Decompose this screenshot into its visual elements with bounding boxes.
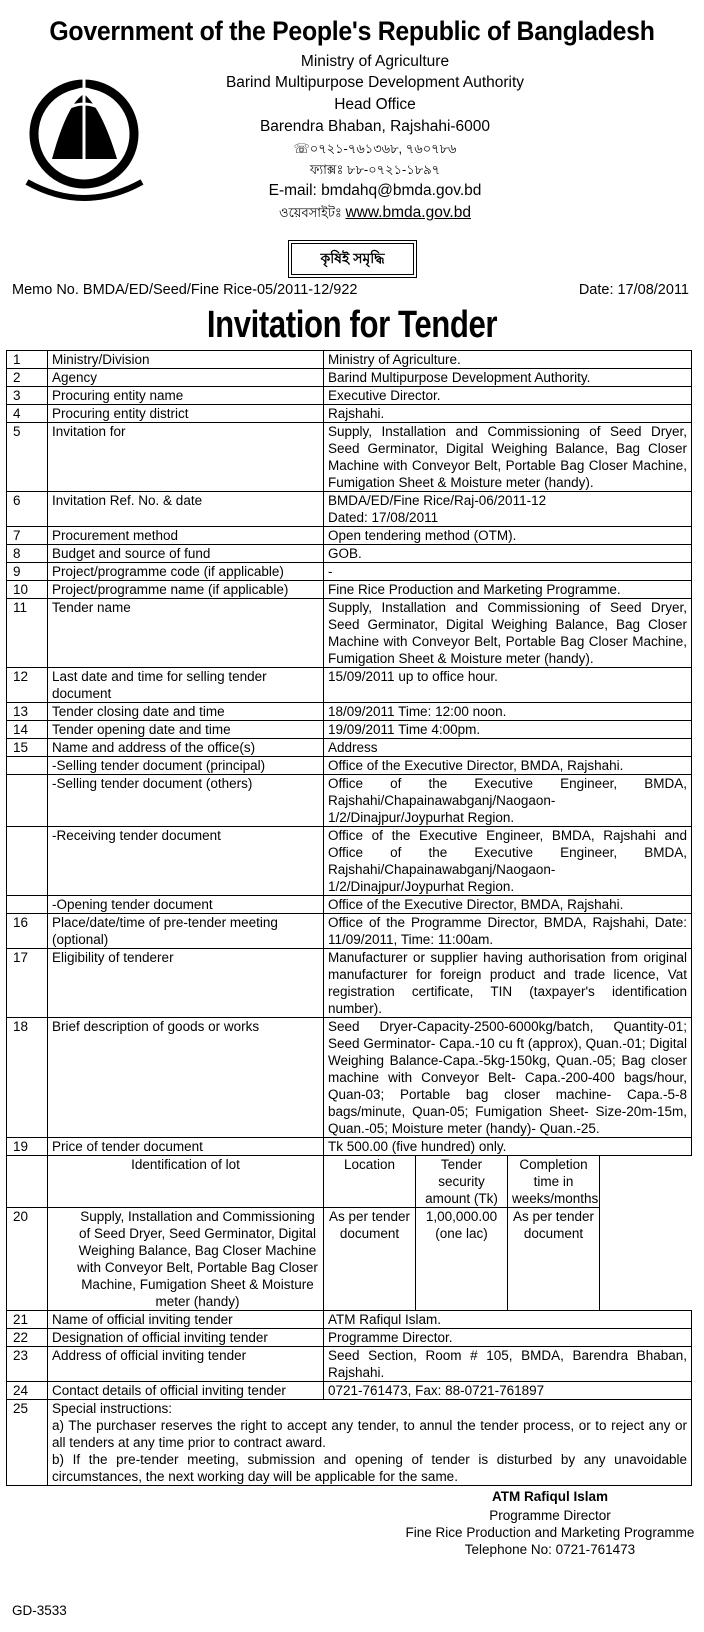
row-field: Ministry/Division [48, 351, 324, 369]
table-row [7, 405, 692, 423]
government-title: Government of the People's Republic of Bangladesh [49, 16, 655, 46]
lot-completion: As per tender document [508, 1208, 600, 1311]
row-value [324, 423, 692, 492]
row-field: Tender closing date and time [48, 703, 324, 721]
bmda-logo-icon [22, 64, 147, 204]
row-number: 21 [7, 1311, 48, 1329]
row-number: 5 [7, 423, 48, 492]
signatory-name: ATM Rafiqul Islam [491, 1489, 608, 1504]
table-row [7, 1138, 692, 1156]
row-field: Name of official inviting tender [48, 1311, 324, 1329]
table-row [7, 545, 692, 563]
row-value [324, 599, 692, 668]
row-value-text: Ministry of Agriculture. [328, 352, 461, 367]
row-value [324, 527, 692, 545]
row-value-text: Office of the Executive Engineer, BMDA, Rajshahi and Office of the Executive Engineer, BMDA, Rajshahi/Chapainawabganj/Naogaon-1/2/Dinajpur/Joypurhat Region. [328, 828, 687, 894]
memo-number: Memo No. BMDA/ED/Seed/Fine Rice-05/2011-12/922 [12, 282, 358, 298]
gd-number: GD-3533 [12, 1603, 67, 1618]
table-row [7, 369, 692, 387]
table-row [7, 668, 692, 703]
row-field: Price of tender document [48, 1138, 324, 1156]
lot-header-completion: Completion time in weeks/months [508, 1156, 600, 1208]
row-value-text: Fine Rice Production and Marketing Programme. [328, 582, 621, 597]
email-line: E-mail: bmdahq@bmda.gov.bd [268, 182, 482, 199]
special-instructions-row [7, 1400, 692, 1486]
table-row [7, 563, 692, 581]
row-number [7, 827, 48, 896]
special-b: b) If the pre-tender meeting, submission and opening of tender is disturbed by any unavoidable circumstances, the next working day will be applicable for the same. [52, 1452, 687, 1484]
row-value [324, 492, 692, 527]
row-number [7, 775, 48, 827]
row-number: 3 [7, 387, 48, 405]
row-number [7, 757, 48, 775]
row-number: 16 [7, 914, 48, 949]
row-value-text: BMDA/ED/Fine Rice/Raj-06/2011-12 [328, 493, 547, 508]
row-value [324, 703, 692, 721]
row-number: 9 [7, 563, 48, 581]
lot-security [416, 1208, 508, 1311]
row-field: Invitation for [48, 423, 324, 492]
row-field: Designation of official inviting tender [48, 1329, 324, 1347]
table-row [7, 949, 692, 1018]
row-value [324, 545, 692, 563]
row-number: 15 [7, 739, 48, 757]
table-row [7, 1347, 692, 1382]
signatory-designation: Programme Director [489, 1508, 611, 1523]
lot-security-text-1: 1,00,000.00 [425, 1209, 498, 1224]
website-label: ওয়েবসাইটঃ [279, 205, 346, 220]
table-row [7, 423, 692, 492]
office-line: Head Office [334, 96, 416, 113]
table-row [7, 827, 692, 896]
row-number: 19 [7, 1138, 48, 1156]
lot-header-identification: Identification of lot [48, 1156, 324, 1208]
row-value-text: Office of the Executive Director, BMDA, Rajshahi. [328, 897, 624, 912]
special-a: a) The purchaser reserves the right to accept any tender, to annul the tender process, or to reject any or all tenders at any time prior to contract award. [52, 1418, 687, 1450]
row-value [324, 563, 692, 581]
table-row [7, 739, 692, 757]
row-value-text: Office of the Executive Director, BMDA, Rajshahi. [328, 758, 624, 773]
row-value-text: Executive Director. [328, 388, 441, 403]
lot-header-location: Location [324, 1156, 416, 1208]
website-link[interactable]: www.bmda.gov.bd [345, 204, 471, 221]
tender-table [6, 350, 692, 1486]
row-value [324, 914, 692, 949]
row-number: 8 [7, 545, 48, 563]
row-value-text: Manufacturer or supplier having authorisation from original manufacturer for foreign product and trade licence, Vat registration certificate, TIN (taxpayer's identification number). [328, 950, 687, 1016]
row-number: 4 [7, 405, 48, 423]
lot-row [7, 1208, 692, 1311]
row-value [324, 757, 692, 775]
row-value-text: Supply, Installation and Commissioning of Seed Dryer, Seed Germinator, Digital Weighing Balance, Bag Closer Machine with Conveyor Belt, Portable Bag Closer Machine, Fumigation Sheet & Moisture meter (handy). [328, 600, 687, 666]
row-value-text: 15/09/2011 up to office hour. [328, 669, 498, 684]
row-value-text: Seed Dryer-Capacity-2500-6000kg/batch, Quantity-01; Seed Germinator- Capa.-10 cu ft (approx), Quan.-01; Digital Weighing Balance-Capa.-5kg-150kg, Quan.-05; Bag closer machine with Conveyor Belt- Capa.-200-400 bags/hour, Quan-03; Portable bag closer machine- Capa.-5-8 bags/minute, Quan-05; Fumigation Sheet- Size-20m-15m, Quan.-05; Moisture meter (handy)- Quan.-25. [328, 1019, 687, 1136]
table-row [7, 581, 692, 599]
row-number: 18 [7, 1018, 48, 1138]
table-row [7, 703, 692, 721]
table-row [7, 492, 692, 527]
website-line [150, 203, 600, 223]
row-value-text: 18/09/2011 Time: 12:00 noon. [328, 704, 507, 719]
row-value-text: Open tendering method (OTM). [328, 528, 517, 543]
row-field: Name and address of the office(s) [48, 739, 324, 757]
row-field: Procuring entity district [48, 405, 324, 423]
table-row [7, 1018, 692, 1138]
phone-line: ☏০৭২১-৭৬১৩৬৮, ৭৬০৭৮৬ [293, 141, 457, 156]
row-value-text: Rajshahi. [328, 406, 385, 421]
fax-line: ফ্যাক্সঃ ৮৮-০৭২১-১৮৯৭ [309, 162, 441, 177]
table-row [7, 1311, 692, 1329]
lot-number: 20 [7, 1208, 48, 1311]
row-value [324, 739, 692, 757]
row-value-text: Office of the Executive Engineer, BMDA, Rajshahi/Chapainawabganj/Naogaon-1/2/Dinajpur/Joypurhat Region. [328, 776, 687, 825]
row-number: 24 [7, 1382, 48, 1400]
row-value-text: GOB. [328, 546, 362, 561]
row-field: -Selling tender document (principal) [48, 757, 324, 775]
table-row [7, 914, 692, 949]
row-value [324, 775, 692, 827]
table-row [7, 599, 692, 668]
row-field: Last date and time for selling tender document [48, 668, 324, 703]
row-field: Procuring entity name [48, 387, 324, 405]
lot-security-text-2: (one lac) [435, 1226, 488, 1241]
table-row [7, 757, 692, 775]
row-field: Procurement method [48, 527, 324, 545]
row-value [324, 1018, 692, 1138]
row-number: 10 [7, 581, 48, 599]
row-number: 13 [7, 703, 48, 721]
table-row [7, 387, 692, 405]
lot-location: As per tender document [324, 1208, 416, 1311]
row-number: 25 [7, 1400, 48, 1486]
row-field: Brief description of goods or works [48, 1018, 324, 1138]
lot-blank [7, 1156, 48, 1208]
row-value-text: Barind Multipurpose Development Authority. [328, 370, 591, 385]
row-number: 6 [7, 492, 48, 527]
table-row [7, 721, 692, 739]
row-value: 0721-761473, Fax: 88-0721-761897 [324, 1382, 692, 1400]
motto-box: কৃষিই সমৃদ্ধি [291, 243, 414, 275]
row-value [324, 387, 692, 405]
row-value [324, 369, 692, 387]
row-value [324, 896, 692, 914]
row-value [324, 351, 692, 369]
row-field: Tender opening date and time [48, 721, 324, 739]
special-title: Special instructions: [52, 1401, 173, 1416]
authority-line: Barind Multipurpose Development Authority [225, 74, 525, 91]
document-title: Invitation for Tender [206, 304, 498, 346]
signatory-phone: Telephone No: 0721-761473 [464, 1542, 636, 1557]
row-field: Address of official inviting tender [48, 1347, 324, 1382]
row-field: Agency [48, 369, 324, 387]
row-value [324, 827, 692, 896]
lot-header-row [7, 1156, 692, 1208]
row-value-text: Supply, Installation and Commissioning of Seed Dryer, Seed Germinator, Digital Weighing Balance, Bag Closer Machine with Conveyor Belt, Portable Bag Closer Machine, Fumigation Sheet & Moisture meter (handy). [328, 424, 687, 490]
row-value: Programme Director. [324, 1329, 692, 1347]
signatory-programme: Fine Rice Production and Marketing Programme [405, 1525, 695, 1540]
row-field: Contact details of official inviting tender [48, 1382, 324, 1400]
row-value [324, 581, 692, 599]
row-number: 14 [7, 721, 48, 739]
row-field: Project/programme code (if applicable) [48, 563, 324, 581]
table-row [7, 775, 692, 827]
row-number: 1 [7, 351, 48, 369]
memo-date: Date: 17/08/2011 [578, 282, 689, 298]
row-value-text: 19/09/2011 Time 4:00pm. [328, 722, 481, 737]
row-value-text: - [328, 564, 333, 579]
row-value: ATM Rafiqul Islam. [324, 1311, 692, 1329]
row-field: Eligibility of tenderer [48, 949, 324, 1018]
row-field: -Opening tender document [48, 896, 324, 914]
address-line: Barendra Bhaban, Rajshahi-6000 [259, 118, 491, 135]
special-instructions [48, 1400, 692, 1486]
row-value: Seed Section, Room # 105, BMDA, Barendra Bhaban, Rajshahi. [324, 1347, 692, 1382]
row-number: 11 [7, 599, 48, 668]
row-value-text: Address [328, 740, 378, 755]
row-number: 12 [7, 668, 48, 703]
row-field: -Receiving tender document [48, 827, 324, 896]
row-number: 2 [7, 369, 48, 387]
row-field: Place/date/time of pre-tender meeting (optional) [48, 914, 324, 949]
table-row [7, 527, 692, 545]
row-value-text-2: Dated: 17/08/2011 [328, 510, 439, 525]
table-row [7, 1382, 692, 1400]
row-value [324, 405, 692, 423]
table-row [7, 351, 692, 369]
row-field: Project/programme name (if applicable) [48, 581, 324, 599]
row-number: 17 [7, 949, 48, 1018]
row-value [324, 949, 692, 1018]
row-value-text: Office of the Programme Director, BMDA, Rajshahi, Date: 11/09/2011, Time: 11:00am. [328, 915, 687, 947]
row-field: Invitation Ref. No. & date [48, 492, 324, 527]
row-value [324, 1138, 692, 1156]
row-number [7, 896, 48, 914]
table-row [7, 896, 692, 914]
row-number: 23 [7, 1347, 48, 1382]
row-field: Budget and source of fund [48, 545, 324, 563]
row-value-text: Tk 500.00 (five hundred) only. [328, 1139, 507, 1154]
row-value [324, 721, 692, 739]
row-field: -Selling tender document (others) [48, 775, 324, 827]
row-value [324, 668, 692, 703]
row-number: 7 [7, 527, 48, 545]
row-number: 22 [7, 1329, 48, 1347]
row-field: Tender name [48, 599, 324, 668]
lot-header-security: Tender security amount (Tk) [416, 1156, 508, 1208]
table-row [7, 1329, 692, 1347]
ministry-line: Ministry of Agriculture [300, 53, 450, 70]
lot-identification: Supply, Installation and Commissioning of Seed Dryer, Seed Germinator, Digital Weighing Balance, Bag Closer Machine with Conveyor Belt, Portable Bag Closer Machine, Fumigation Sheet & Moisture meter (handy) [48, 1208, 324, 1311]
